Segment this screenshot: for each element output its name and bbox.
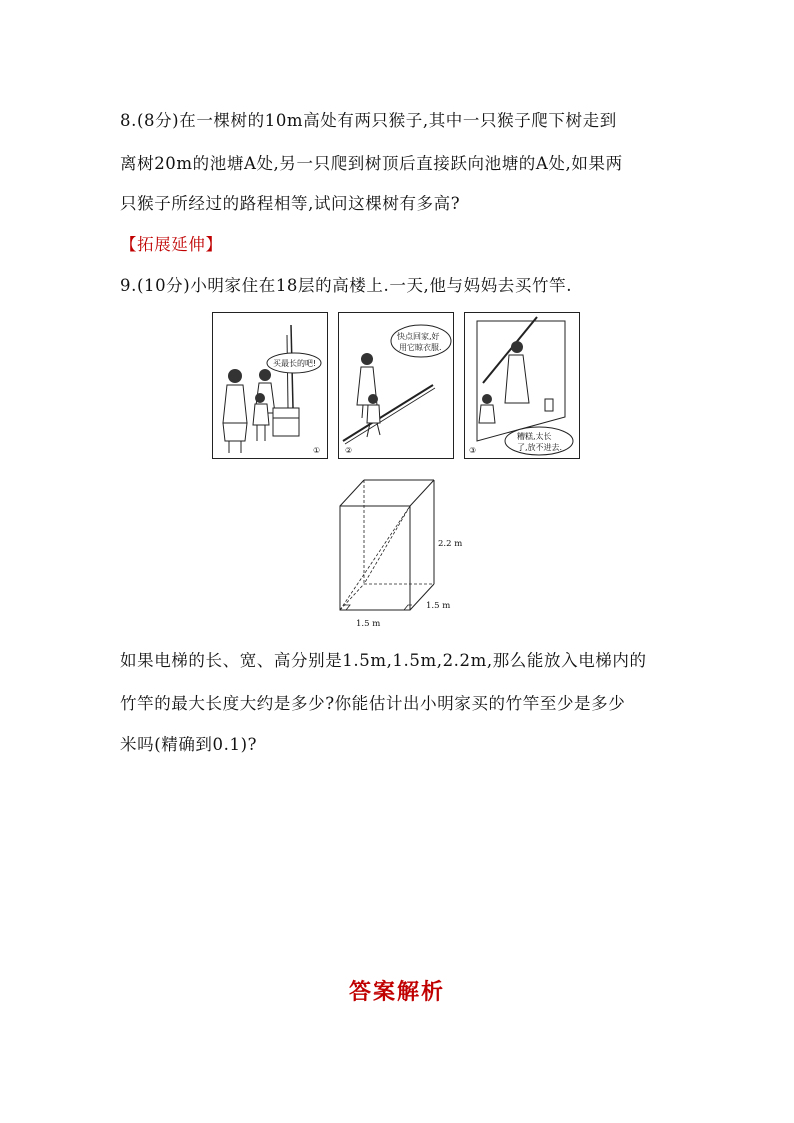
panel-3-speech-line-2: 了,放不进去. [517, 443, 563, 452]
length-label: 1.5 m [356, 619, 381, 629]
answer-heading: 答案解析 [348, 980, 445, 1005]
width-label: 1.5 m [426, 601, 451, 611]
panel-3-number: ③ [469, 446, 477, 455]
elevator-box-figure [330, 474, 480, 630]
comic-panel-1 [212, 312, 328, 459]
problem-8-line-3: 只猴子所经过的路程相等,试问这棵树有多高? [120, 194, 461, 213]
problem-9-line-3: 米吗(精确到0.1)? [120, 735, 258, 754]
problem-8-line-1: 8.(8分)在一棵树的10m高处有两只猴子,其中一只猴子爬下树走到 [120, 111, 617, 130]
height-label: 2.2 m [438, 539, 463, 549]
comic-panel-3 [464, 312, 580, 459]
panel-2-speech-line-2: 用它晾衣服. [399, 343, 442, 352]
panel-2-number: ② [345, 446, 353, 455]
comic-panel-2 [338, 312, 454, 459]
problem-9-line-2: 竹竿的最大长度大约是多少?你能估计出小明家买的竹竿至少是多少 [120, 694, 626, 713]
panel-1-number: ① [313, 446, 321, 455]
problem-9-intro: 9.(10分)小明家住在18层的高楼上.一天,他与妈妈去买竹竿. [120, 276, 573, 295]
panel-1-speech: 买最长的吧! [273, 359, 317, 368]
panel-2-speech-line-1: 快点回家,好 [397, 332, 440, 341]
problem-9-line-1: 如果电梯的长、宽、高分别是1.5m,1.5m,2.2m,那么能放入电梯内的 [120, 651, 647, 670]
section-heading-extension: 【拓展延伸】 [120, 235, 223, 254]
panel-3-speech-line-1: 糟糕,太长 [517, 432, 552, 441]
problem-8-line-2: 离树20m的池塘A处,另一只爬到树顶后直接跃向池塘的A处,如果两 [120, 154, 623, 173]
